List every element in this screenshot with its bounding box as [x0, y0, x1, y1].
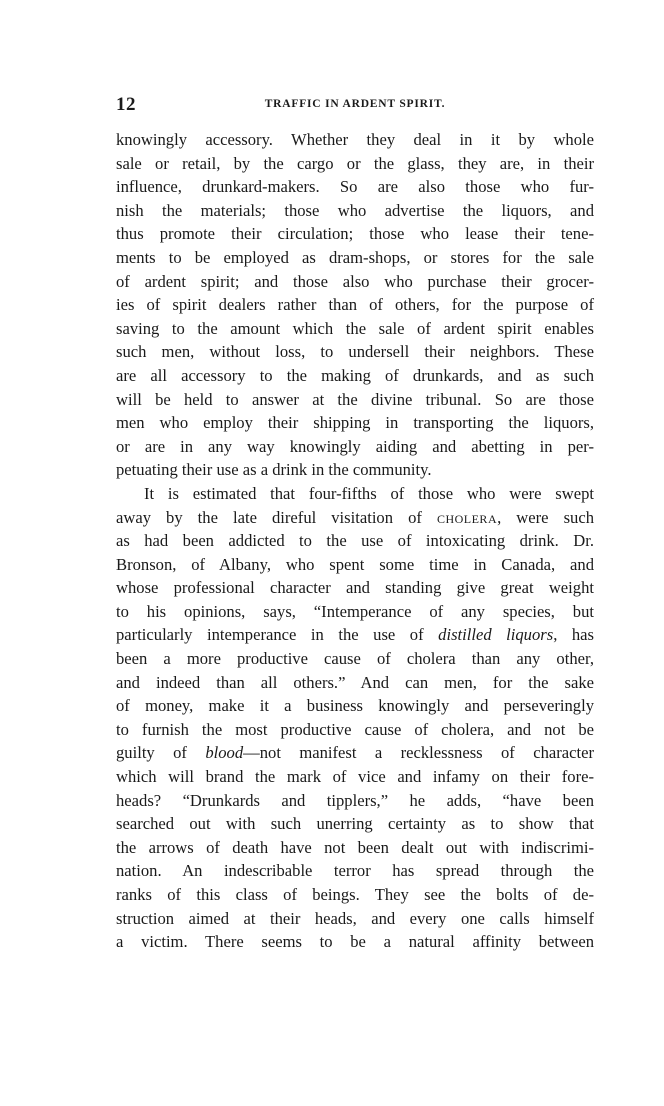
- text-line: been a more productive cause of cholera than any other,: [116, 649, 594, 669]
- small-caps-word: cholera: [436, 507, 498, 527]
- text-line: of ardent spirit; and those also who purchase their grocer-: [116, 271, 594, 291]
- running-head: TRAFFIC IN ARDENT SPIRIT.: [264, 98, 446, 110]
- text-run: guilty of: [116, 743, 206, 763]
- text-line: to his opinions, says, “Intemperance of any species, but: [116, 601, 594, 621]
- text-line: influence, drunkard-makers. So are also those who fur-: [116, 177, 594, 197]
- italic-phrase: distilled liquors: [438, 625, 554, 645]
- text-line: such men, without loss, to undersell their neighbors. These: [116, 342, 594, 362]
- body-text: [116, 128, 594, 954]
- book-page: [116, 94, 594, 954]
- text-line: the arrows of death have not been dealt out with indiscrimi-: [116, 837, 594, 857]
- text-line: [116, 506, 594, 530]
- text-line: sale or retail, by the cargo or the glass, they are, in their: [116, 153, 594, 173]
- text-line: It is estimated that four-fifths of those who were swept: [144, 483, 594, 503]
- text-line: thus promote their circulation; those who lease their tene-: [116, 224, 594, 244]
- italic-word: blood: [205, 743, 244, 763]
- text-line: [116, 741, 594, 765]
- text-line: which will brand the mark of vice and infamy on their fore-: [116, 767, 594, 787]
- text-line: whose professional character and standing give great weight: [116, 578, 594, 598]
- text-line: nish the materials; those who advertise the liquors, and: [116, 200, 594, 220]
- text-line: a victim. There seems to be a natural affinity between: [116, 932, 594, 952]
- text-line: of money, make it a business knowingly and perseveringly: [116, 696, 594, 716]
- page-number: 12: [116, 94, 136, 115]
- text-run: —not manifest a recklessness of character: [243, 743, 595, 763]
- text-line: or are in any way knowingly aiding and abetting in per-: [116, 436, 594, 456]
- text-line: and indeed than all others.” And can men, for the sake: [116, 672, 594, 692]
- text-line: ranks of this class of beings. They see the bolts of de-: [116, 885, 594, 904]
- text-line: are all accessory to the making of drunkards, and as such: [116, 365, 594, 385]
- text-run: particularly intemperance in the use of: [116, 625, 439, 645]
- text-line: to furnish the most productive cause of cholera, and not be: [116, 719, 594, 739]
- text-line: men who employ their shipping in transporting the liquors,: [116, 413, 594, 433]
- text-line: will be held to answer at the divine tribunal. So are those: [116, 389, 594, 409]
- text-line: heads? “Drunkards and tipplers,” he adds, “have been: [116, 790, 594, 810]
- text-line: saving to the amount which the sale of ardent spirit enables: [116, 318, 594, 338]
- text-line: [116, 623, 594, 647]
- page-header: [116, 94, 594, 128]
- text-run: , has: [553, 625, 594, 645]
- text-line: as had been addicted to the use of intoxicating drink. Dr.: [116, 531, 594, 551]
- text-line: searched out with such unerring certainty as to show that: [116, 814, 594, 834]
- text-line: struction aimed at their heads, and every one calls himself: [116, 908, 594, 928]
- text-line: Bronson, of Albany, who spent some time in Canada, and: [116, 554, 594, 574]
- text-line: ies of spirit dealers rather than of others, for the purpose of: [116, 295, 594, 315]
- text-run: away by the late direful visitation of: [116, 507, 437, 527]
- text-line: knowingly accessory. Whether they deal in it by whole: [116, 130, 594, 149]
- text-line: petuating their use as a drink in the community.: [116, 460, 432, 480]
- text-line: ments to be employed as dram-shops, or stores for the sale: [116, 247, 594, 267]
- paragraph: [116, 482, 594, 954]
- text-run: , were such: [497, 507, 594, 527]
- paragraph: [116, 128, 594, 482]
- text-line: nation. An indescribable terror has spread through the: [116, 861, 594, 881]
